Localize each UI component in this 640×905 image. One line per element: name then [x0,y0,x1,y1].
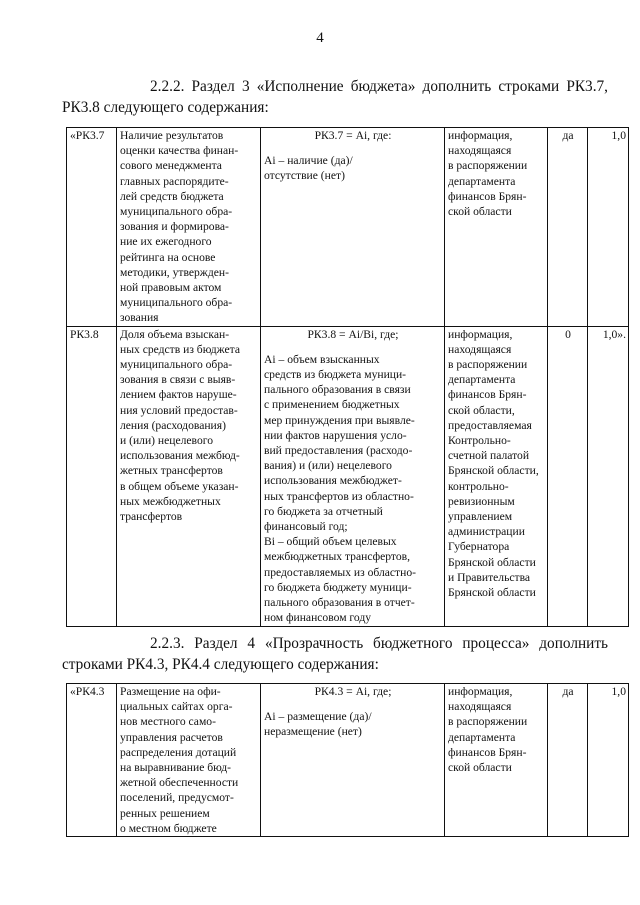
formula-title: РК3.7 = Ai, где: [314,129,392,142]
data-source: информация, находящаяся в распоряжении департамента финансов Брян- ской области [445,128,548,327]
table-section-3 [66,127,629,627]
table-section-4 [66,683,629,837]
formula-description: Ai – наличие (да)/ отсутствие (нет) [264,154,353,183]
indicator-weight: 1,0». [588,326,629,626]
indicator-formula [261,326,445,626]
indicator-value: да [548,684,588,837]
indicator-name: Наличие результатов оценки качества финан- сового менеджмента главных распорядите- лей средств бюджета муниципального обра- зования и формирова- ние их ежегодного рейтинга на основе методики, утвержден- ной правовым актом муниципального обра- зования [117,128,261,327]
indicator-name: Размещение на офи- циальных сайтах орга- нов местного само- управления расчетов распределения дотаций на выравнивание бюд- жетной обеспеченности поселений, предусмот- ренных решением о местном бюджете [117,684,261,837]
formula-description: Ai – объем взысканных средств из бюджета муници- пального образования в связи с применением бюджетных мер принуждения при выявле- нии фактов нарушения усло- вий предоставления (расходо- вания) и (или) нецелевого использования межбюджет- ных трансфертов из областно- го бюджета за отчетный финансовый год; Bi – общий объем целевых межбюджетных трансфертов, предоставляемых из областно- го бюджета бюджету муници- пального образования в отчет- ном финансовом году [264,352,416,625]
data-source: информация, находящаяся в распоряжении департамента финансов Брян- ской области, предоставляемая Контрольно- счетной палатой Брянской области, контрольно- ревизионным управлением администрации Губернатора Брянской области и Правительства Брянской области [445,326,548,626]
formula-title: РК4.3 = Ai, где; [314,685,392,698]
indicator-name: Доля объема взыскан- ных средств из бюджета муниципального обра- зования в связи с выяв- лением фактов наруше- ния условий предостав- ления (расходования) и (или) нецелевого использования межбюд- жетных трансфертов в общем объеме указан- ных межбюджетных трансфертов [117,326,261,626]
paragraph-section-4: 2.2.3. Раздел 4 «Прозрачность бюджетного процесса» дополнить строками РК4.3, РК4.4 следующего содержания: [62,635,608,673]
indicator-formula [261,128,445,327]
page-number: 4 [316,30,324,46]
data-source: информация, находящаяся в распоряжении департамента финансов Брян- ской области [445,684,548,837]
indicator-formula [261,684,445,837]
table-row [67,684,629,837]
table-row [67,128,629,327]
indicator-code: «РК4.3 [67,684,117,837]
table-row [67,326,629,626]
paragraph-section-3: 2.2.2. Раздел 3 «Исполнение бюджета» дополнить строками РК3.7, РК3.8 следующего содержания: [62,78,608,116]
indicator-value: да [548,128,588,327]
indicator-code: «РК3.7 [67,128,117,327]
indicator-code: РК3.8 [67,326,117,626]
indicator-weight: 1,0 [588,684,629,837]
indicator-value: 0 [548,326,588,626]
indicator-weight: 1,0 [588,128,629,327]
formula-description: Ai – размещение (да)/ неразмещение (нет) [264,710,372,739]
formula-title: РК3.8 = Ai/Bi, где; [307,327,399,341]
